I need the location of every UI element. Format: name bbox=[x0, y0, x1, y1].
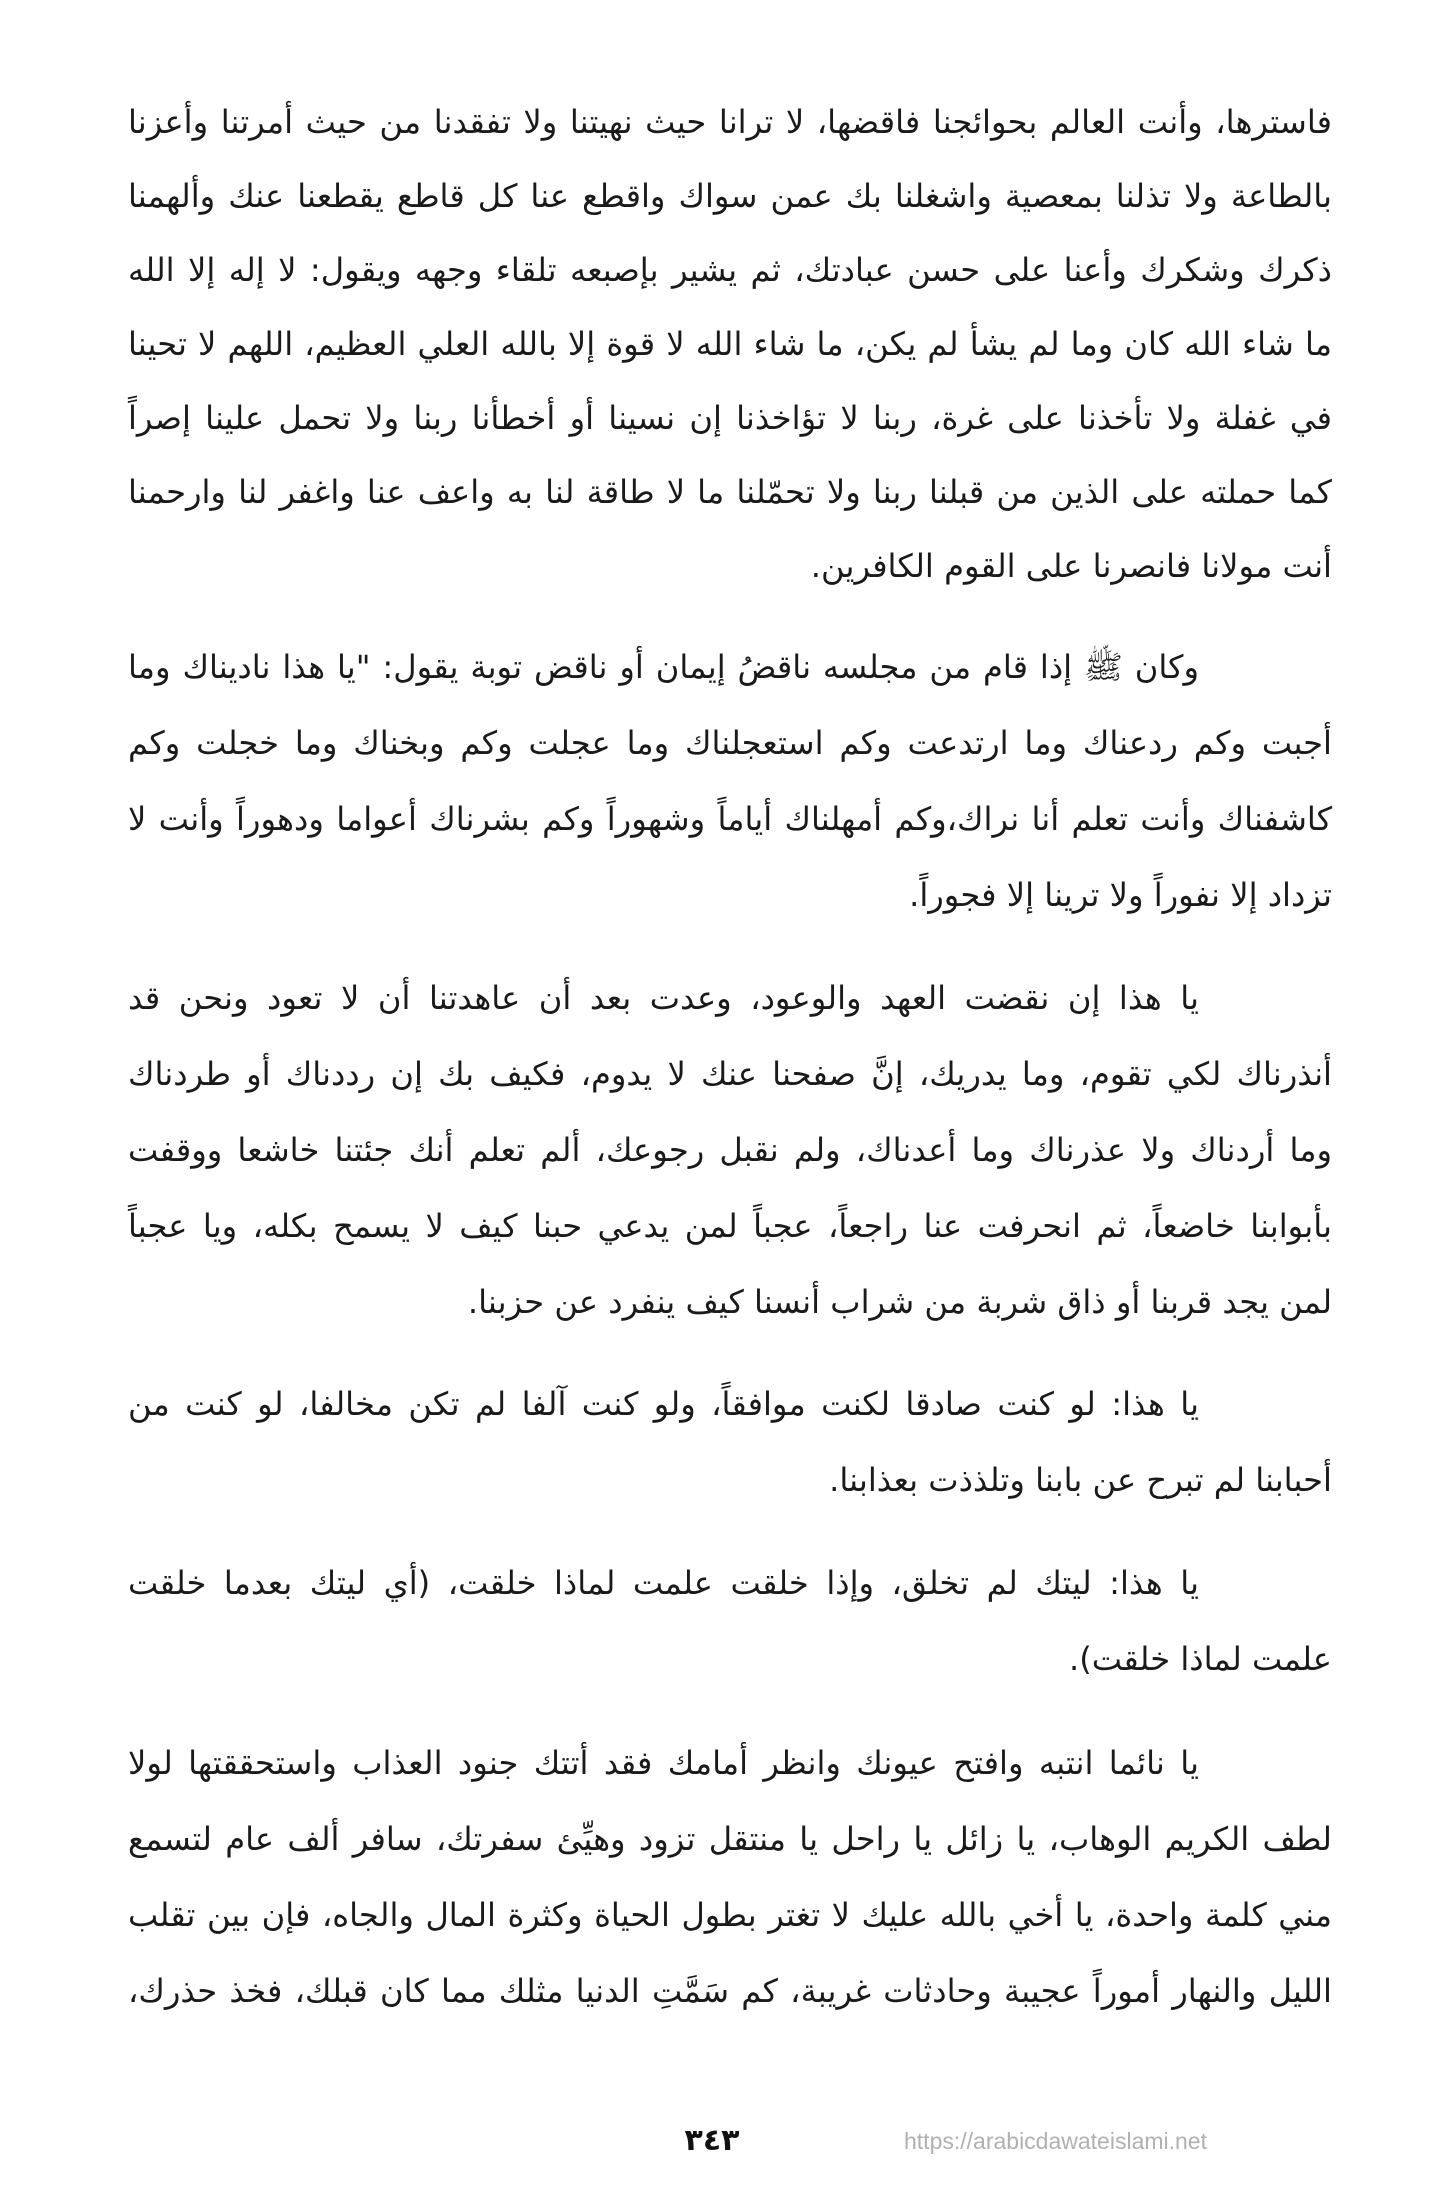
text-line: وما أردناك ولا عذرناك وما أعدناك، ولم نقبل رجوعك، ألم تعلم أنك جئتنا خاشعا ووقفت bbox=[128, 1131, 1332, 1169]
text-line: كاشفناك وأنت تعلم أنا نراك،وكم أمهلناك أياماً وشهوراً وكم بشرناك أعواما ودهوراً وأنت لا bbox=[128, 800, 1332, 838]
text-line: يا هذا إن نقضت العهد والوعود، وعدت بعد أن عاهدتنا أن لا تعود ونحن قد bbox=[128, 979, 1199, 1017]
text-line: كما حملته على الذين من قبلنا ربنا ولا تحمّلنا ما لا طاقة لنا به واعف عنا واغفر لنا وارحمنا bbox=[128, 473, 1332, 511]
text-line: الليل والنهار أموراً عجيبة وحادثات غريبة، كم سَمَّتِ الدنيا مثلك مما كان قبلك، فخذ حذرك، bbox=[128, 1972, 1332, 2010]
page-number: ٣٤٣ bbox=[684, 2123, 740, 2158]
text-line: بالطاعة ولا تذلنا بمعصية واشغلنا بك عمن سواك واقطع عنا كل قاطع يقطعنا عنك وألهمنا bbox=[128, 177, 1332, 215]
text-line: ذكرك وشكرك وأعنا على حسن عبادتك، ثم يشير بإصبعه تلقاء وجهه ويقول: لا إله إلا الله bbox=[128, 251, 1332, 289]
text-line: وكان ﷺ إذا قام من مجلسه ناقضُ إيمان أو ناقض توبة يقول: "يا هذا ناديناك وما bbox=[128, 648, 1199, 686]
text-line: فاسترها، وأنت العالم بحوائجنا فاقضها، لا ترانا حيث نهيتنا ولا تفقدنا من حيث أمرتنا وأعزنا bbox=[128, 103, 1332, 141]
text-line: علمت لماذا خلقت). bbox=[1068, 1640, 1332, 1678]
text-line: يا نائما انتبه وافتح عيونك وانظر أمامك فقد أتتك جنود العذاب واستحققتها لولا bbox=[128, 1744, 1199, 1782]
text-line: يا هذا: لو كنت صادقا لكنت موافقاً، ولو كنت آلفا لم تكن مخالفا، لو كنت من bbox=[128, 1385, 1199, 1423]
text-line: ما شاء الله كان وما لم يشأ لم يكن، ما شاء الله لا قوة إلا بالله العلي العظيم، اللهم لا تحينا bbox=[128, 325, 1332, 363]
text-line: في غفلة ولا تأخذنا على غرة، ربنا لا تؤاخذنا إن نسينا أو أخطأنا ربنا ولا تحمل علينا إصراً bbox=[128, 399, 1332, 437]
watermark-url: https://arabicdawateislami.net bbox=[904, 2128, 1207, 2154]
text-line: يا هذا: ليتك لم تخلق، وإذا خلقت علمت لماذا خلقت، (أي ليتك بعدما خلقت bbox=[128, 1564, 1199, 1602]
text-line: أنذرناك لكي تقوم، وما يدريك، إنَّ صفحنا عنك لا يدوم، فكيف بك إن رددناك أو طردناك bbox=[128, 1055, 1332, 1093]
text-line: لطف الكريم الوهاب، يا زائل يا راحل يا منتقل تزود وهيِّئ سفرتك، سافر ألف عام لتسمع bbox=[128, 1820, 1332, 1858]
text-line: أجبت وكم ردعناك وما ارتدعت وكم استعجلناك وما عجلت وكم وبخناك وما خجلت وكم bbox=[128, 724, 1332, 762]
text-line: بأبوابنا خاضعاً، ثم انحرفت عنا راجعاً، عجباً لمن يدعي حبنا كيف لا يسمح بكله، ويا عجباً bbox=[128, 1207, 1332, 1245]
text-line: تزداد إلا نفوراً ولا ترينا إلا فجوراً. bbox=[909, 876, 1332, 914]
text-line: مني كلمة واحدة، يا أخي بالله عليك لا تغتر بطول الحياة وكثرة المال والجاه، فإن بين تقلب bbox=[128, 1896, 1332, 1934]
text-line: لمن يجد قربنا أو ذاق شربة من شراب أنسنا كيف ينفرد عن حزبنا. bbox=[467, 1283, 1332, 1321]
text-line: أحبابنا لم تبرح عن بابنا وتلذذت بعذابنا. bbox=[829, 1461, 1332, 1499]
text-line: أنت مولانا فانصرنا على القوم الكافرين. bbox=[810, 547, 1332, 585]
